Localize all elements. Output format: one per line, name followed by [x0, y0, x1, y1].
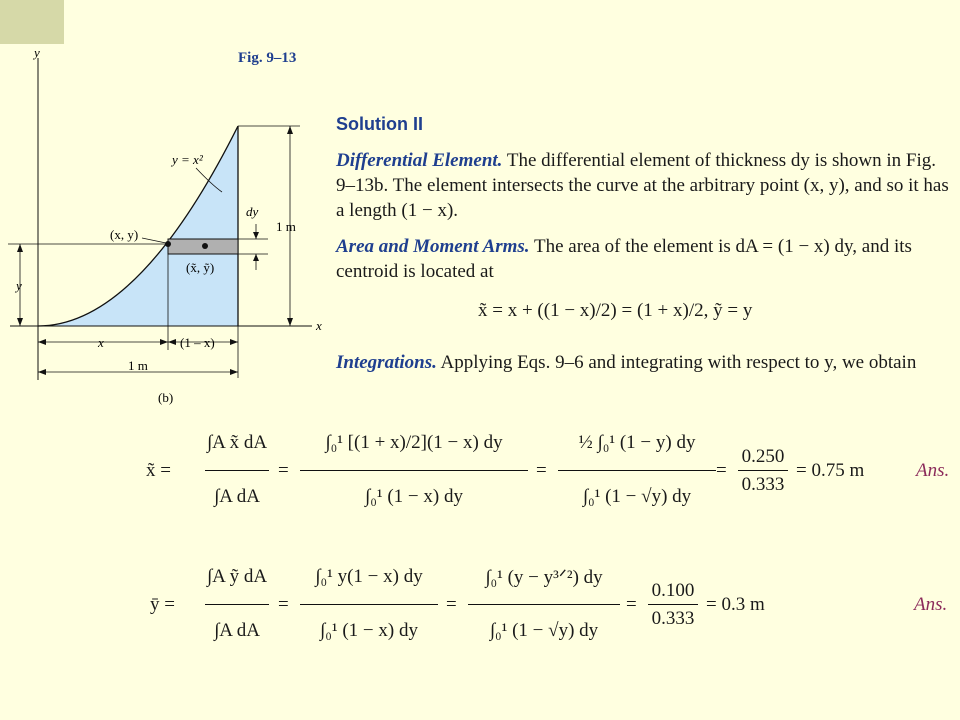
- dy-label: dy: [246, 204, 259, 219]
- paragraph-integrations: [336, 350, 954, 375]
- eqy-frac1-den: ∫A dA: [214, 620, 260, 641]
- heading-integrations: Integrations.: [336, 352, 437, 373]
- eqx-frac1-den: ∫A dA: [214, 486, 260, 507]
- eqy-ans: Ans.: [914, 594, 948, 615]
- eqx-frac3-bar: [558, 470, 716, 471]
- heading-area-moment-arms: Area and Moment Arms.: [336, 236, 530, 257]
- eqx-ans: Ans.: [916, 460, 950, 481]
- eqx-frac4-bar: [738, 470, 788, 471]
- centroid-equation: x̃ = x + ((1 − x)/2) = (1 + x)/2, ỹ = y: [478, 300, 753, 321]
- curve-label: y = x²: [172, 152, 203, 167]
- eqx-frac2-num: ∫₀¹ [(1 + x)/2](1 − x) dy: [325, 432, 503, 453]
- eqy-frac4-bar: [648, 604, 698, 605]
- eqx-lhs: x̃ =: [146, 460, 171, 481]
- shaded-area: [38, 126, 238, 326]
- eqx-frac2-bar: [300, 470, 528, 471]
- eqx-frac1-num: ∫A x̃ dA: [206, 432, 268, 453]
- y-dim-label: y: [16, 278, 22, 293]
- paragraph-area-moment-arms: [336, 234, 954, 284]
- eqy-frac1-bar: [205, 604, 269, 605]
- text-area-moment-arms: The area of the element is dA = (1 − x) dy, and its centroid is located at: [336, 236, 912, 282]
- figure-diagram: [0, 40, 340, 412]
- eqy-frac4-num: 0.100: [651, 580, 695, 601]
- eqx-frac1-bar: [205, 470, 269, 471]
- width-label: 1 m: [128, 358, 148, 373]
- eqx-frac4-num: 0.250: [741, 446, 785, 467]
- eqx-frac3-den: ∫₀¹ (1 − √y) dy: [582, 486, 692, 507]
- point-label: (x, y): [110, 227, 139, 242]
- subfigure-label: (b): [158, 390, 174, 405]
- eqy-frac3-den: ∫₀¹ (1 − √y) dy: [489, 620, 599, 641]
- eqy-lhs: ȳ =: [150, 594, 175, 615]
- corner-block: [0, 0, 64, 44]
- centroid-dot: [202, 243, 208, 249]
- eqx-frac4-den: 0.333: [741, 474, 785, 495]
- eqy-frac3-num: ∫₀¹ (y − y³ᐟ²) dy: [485, 567, 603, 588]
- eqy-frac1-num: ∫A ỹ dA: [206, 566, 268, 587]
- eqy-frac2-bar: [300, 604, 438, 605]
- heading-differential-element: Differential Element.: [336, 150, 503, 171]
- one-minus-x-label: (1 – x): [180, 335, 215, 350]
- eqx-result: = 0.75 m: [796, 460, 865, 481]
- figure-caption: Fig. 9–13: [238, 50, 297, 66]
- centroid-label: (x̃, ỹ): [186, 260, 215, 275]
- eqy-frac2-num: ∫₀¹ y(1 − x) dy: [315, 566, 423, 587]
- x-dim-label: x: [98, 335, 104, 350]
- text-integrations: Applying Eqs. 9–6 and integrating with respect to y, we obtain: [440, 352, 917, 373]
- eqy-result: = 0.3 m: [706, 594, 765, 615]
- eqx-frac3-num: ½ ∫₀¹ (1 − y) dy: [578, 432, 696, 453]
- paragraph-differential-element: [336, 148, 954, 223]
- eqy-frac4-den: 0.333: [651, 608, 695, 629]
- eqy-frac2-den: ∫₀¹ (1 − x) dy: [320, 620, 418, 641]
- solution-title: Solution II: [336, 114, 423, 134]
- eqy-frac3-bar: [468, 604, 620, 605]
- height-label: 1 m: [276, 219, 296, 234]
- x-axis-label: x: [316, 318, 322, 333]
- y-axis-label: y: [34, 45, 40, 60]
- eqx-frac2-den: ∫₀¹ (1 − x) dy: [365, 486, 463, 507]
- text-differential-element: The differential element of thickness dy is shown in Fig. 9–13b. The element intersects the curve at the arbitrary point (x, y), and so it has a length (1 − x).: [336, 150, 949, 221]
